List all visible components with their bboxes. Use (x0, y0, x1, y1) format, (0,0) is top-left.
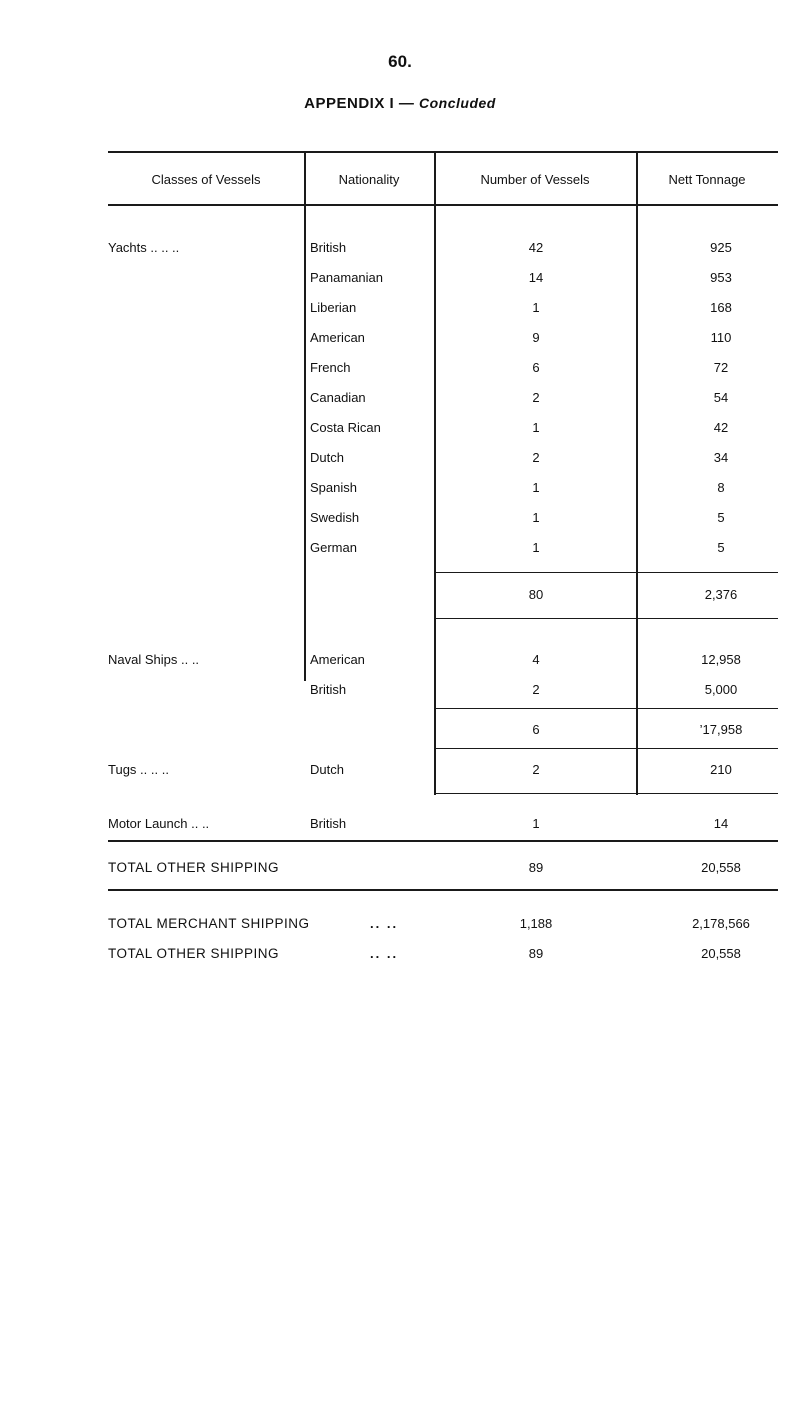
number-cell: 1 (532, 300, 540, 315)
header-classes: Classes of Vessels (151, 172, 261, 187)
number-cell: 2 (532, 390, 540, 405)
nationality-cell: Canadian (310, 390, 366, 405)
tonnage-cell: 110 (710, 330, 732, 345)
tonnage-cell: 12,958 (701, 652, 741, 667)
tonnage-cell: 5,000 (704, 682, 738, 697)
appendix-subtitle: Concluded (419, 95, 496, 111)
nationality-cell: British (310, 682, 347, 697)
summary-number: 1,188 (519, 916, 553, 931)
number-cell: 2 (532, 450, 540, 465)
number-cell: 1 (532, 510, 540, 525)
tonnage-cell: 34 (713, 450, 729, 465)
nationality-cell: Spanish (310, 480, 357, 495)
summary-label: TOTAL OTHER SHIPPING (108, 946, 280, 961)
subtotal-tonnage: 2,376 (704, 587, 738, 602)
nationality-cell: German (310, 540, 357, 555)
number-cell: 1 (532, 480, 540, 495)
number-cell: 42 (528, 240, 544, 255)
tonnage-cell: 54 (713, 390, 729, 405)
nationality-cell: Dutch (310, 762, 344, 777)
tonnage-cell: 8 (717, 480, 725, 495)
summary-dots: .. .. (370, 946, 399, 961)
tonnage-cell: 210 (710, 762, 732, 777)
number-cell: 2 (532, 682, 540, 697)
subtotal-number: 6 (532, 722, 540, 737)
number-cell: 2 (532, 762, 540, 777)
nationality-cell: British (310, 240, 347, 255)
number-cell: 4 (532, 652, 540, 667)
page-number: 60. (388, 52, 412, 71)
number-cell: 1 (532, 816, 540, 831)
tonnage-cell: 42 (713, 420, 729, 435)
number-cell: 1 (532, 540, 540, 555)
header-tonnage: Nett Tonnage (668, 172, 746, 187)
nationality-cell: French (310, 360, 351, 375)
nationality-cell: British (310, 816, 347, 831)
header-nationality: Nationality (338, 172, 400, 187)
summary-dots: .. .. (370, 916, 399, 931)
number-cell: 6 (532, 360, 540, 375)
subtotal-number: 80 (528, 587, 544, 602)
nationality-cell: Panamanian (310, 270, 383, 285)
nationality-cell: Dutch (310, 450, 344, 465)
summary-number: 89 (528, 946, 544, 961)
total-other-tonnage: 20,558 (701, 860, 741, 875)
tonnage-cell: 5 (717, 510, 725, 525)
tonnage-cell: 5 (717, 540, 725, 555)
tonnage-cell: 14 (713, 816, 729, 831)
total-other-label: TOTAL OTHER SHIPPING (108, 860, 280, 875)
appendix-title-main: APPENDIX I — (304, 95, 419, 112)
tonnage-cell: 925 (710, 240, 732, 255)
nationality-cell: American (310, 652, 365, 667)
summary-tonnage: 2,178,566 (692, 916, 750, 931)
tonnage-cell: 72 (713, 360, 729, 375)
class-yachts: Yachts .. .. .. (108, 240, 180, 255)
class-motor-launch: Motor Launch .. .. (108, 816, 210, 831)
class-tugs: Tugs .. .. .. (108, 762, 169, 777)
number-cell: 14 (528, 270, 544, 285)
class-naval-ships: Naval Ships .. .. (108, 652, 200, 667)
subtotal-tonnage: ’17,958 (699, 722, 743, 737)
tonnage-cell: 953 (710, 270, 732, 285)
nationality-cell: Liberian (310, 300, 357, 315)
total-other-number: 89 (528, 860, 544, 875)
tonnage-cell: 168 (710, 300, 732, 315)
summary-label: TOTAL MERCHANT SHIPPING (108, 916, 310, 931)
nationality-cell: American (310, 330, 365, 345)
number-cell: 1 (532, 420, 540, 435)
header-number: Number of Vessels (480, 172, 590, 187)
nationality-cell: Costa Rican (310, 420, 381, 435)
summary-tonnage: 20,558 (701, 946, 741, 961)
number-cell: 9 (532, 330, 540, 345)
appendix-title (0, 95, 800, 112)
nationality-cell: Swedish (310, 510, 360, 525)
